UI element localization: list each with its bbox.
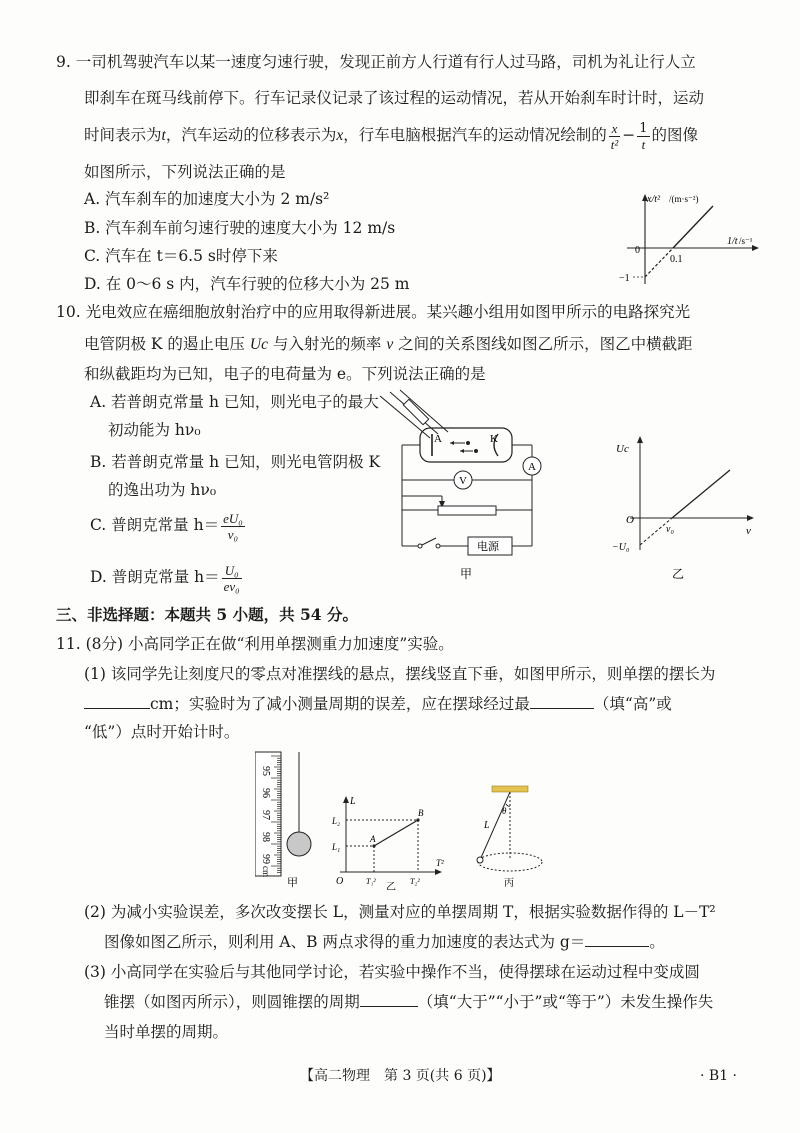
q10-line-2: 电管阴极 K 的遏止电压 Uc 与入射光的频率 ν 之间的关系图线如图乙所示，图乙中横截距 — [84, 335, 693, 353]
q11-part3-line-1: (3) 小高同学在实验后与其他同学讨论，若实验中操作不当，使得摆球在运动过程中变成圆 — [84, 963, 700, 981]
answer-blank-g — [585, 946, 649, 947]
voltmeter-label: V — [459, 475, 467, 487]
q10-line-3: 和纵截距均为已知，电子的电荷量为 e。下列说法正确的是 — [84, 365, 486, 383]
ruler-tick-99: 99 — [260, 854, 271, 864]
origin-o: O — [336, 876, 344, 887]
q10-option-a-2: 初动能为 hν₀ — [108, 421, 201, 439]
q11-ruler-figure — [255, 748, 315, 888]
q10-option-d: D. 普朗克常量 h＝ $\frac{\text{U₀}}{\text{eν₀}}$ — [90, 562, 240, 594]
xtick-nu0: ν₀ — [666, 524, 674, 535]
q11-part3-line-2: 锥摆（如图丙所示），则圆锥摆的周期 （填“大于”“小于”或“等于”）未发生操作失 — [104, 993, 714, 1011]
section-heading: 三、非选择题：本题共 5 小题，共 54 分。 — [56, 605, 358, 624]
l1-label: L₁ — [332, 842, 341, 852]
q9-frac-1-over-t: $\frac{1}{t}$ — [639, 120, 648, 152]
point-b: B — [418, 808, 424, 818]
ruler-tick-98: 98 — [260, 832, 271, 842]
length-label: L — [484, 820, 490, 831]
figure-yi-caption: 乙 — [672, 567, 685, 581]
figure-yi-caption-q11: 乙 — [386, 882, 396, 890]
figure-jia-caption: 甲 — [460, 567, 473, 581]
cathode-label: K — [490, 433, 498, 445]
q10-option-c: C. 普朗克常量 h＝ $\frac{\text{eU₀}}{\text{ν₀}}$ — [90, 510, 243, 542]
ruler-tick-97: 97 — [260, 810, 271, 820]
q10-option-b-1: B. 若普朗克常量 h 已知，则光电管阴极 K — [90, 453, 381, 471]
anode-label: A — [434, 433, 442, 445]
q9-graph-xlabel: 1/t — [727, 236, 738, 247]
q10-option-a-1: A. 若普朗克常量 h 已知，则光电子的最大 — [90, 393, 379, 411]
q9-graph-yintercept: −1 — [619, 273, 630, 284]
q9-option-d: D. 在 0～6 s 内，汽车行驶的位移大小为 25 m — [84, 275, 410, 293]
q11-line-1: 11. (8分) 小高同学正在做“利用单摆测重力加速度”实验。 — [56, 635, 454, 653]
q11-part3-line-3: 当时单摆的周期。 — [104, 1023, 229, 1041]
t2-label: T₂² — [410, 877, 420, 886]
ammeter-label: A — [528, 461, 536, 473]
t1-label: T₁² — [366, 877, 376, 886]
q9-line-1: 9. 一司机驾驶汽车以某一速度匀速行驶，发现正前方人行道有行人过马路，司机为礼让行人立 — [56, 53, 696, 71]
q9-graph-xunit: /s⁻¹ — [739, 236, 753, 246]
q10-line-1: 10. 光电效应在癌细胞放射治疗中的应用取得新进展。某兴趣小组用如图甲所示的电路探究光 — [56, 303, 691, 321]
q11-part2-line-1: (2) 为减小实验误差，多次改变摆长 L，测量对应的单摆周期 T，根据实验数据作得的 L－T² — [84, 903, 716, 921]
power-source-label: 电源 — [477, 540, 499, 553]
q9-graph-ylabel: x/t² — [647, 194, 660, 205]
answer-blank-compare — [360, 1006, 418, 1007]
q11-part1-line-1: (1) 该同学先让刻度尺的零点对准摆线的悬点，摆线竖直下垂，如图甲所示，则单摆的摆长为 — [84, 665, 716, 683]
q10-option-b-2: 的逸出功为 hν₀ — [108, 481, 217, 499]
q9-option-a: A. 汽车刹车的加速度大小为 2 m/s² — [84, 190, 330, 208]
footer-page-info: 【高二物理 第 3 页(共 6 页)】 — [300, 1068, 501, 1084]
xlabel-nu: ν — [746, 525, 751, 537]
q9-line-2: 即刹车在斑马线前停下。行车记录仪记录了该过程的运动情况，若从开始刹车时计时，运动 — [84, 89, 705, 107]
answer-blank-high-low — [530, 708, 594, 709]
figure-jia-caption-q11: 甲 — [287, 876, 298, 888]
q11-conical-pendulum — [462, 782, 552, 890]
q11-part1-line-2: cm；实验时为了减小测量周期的误差，应在摆球经过最 （填“高”或 — [84, 694, 672, 714]
q10-graph-uc-nu — [610, 432, 760, 582]
q10-circuit-figure — [372, 388, 552, 588]
q9-line-3: 时间表示为t，汽车运动的位移表示为x，行车电脑根据汽车的运动情况绘制的 $\frac{x}{\text{t²}}$ − $\frac{1}{t}$ 的图像 — [84, 120, 699, 152]
ruler-tick-95: 95 — [260, 766, 271, 776]
q9-option-b: B. 汽车刹车前匀速行驶的速度大小为 12 m/s — [84, 219, 396, 237]
ytick-neg-u0: −U₀ — [612, 542, 630, 553]
ruler-unit: cm — [261, 866, 271, 877]
pendulum-bob — [287, 832, 311, 856]
l2-label: L₂ — [332, 816, 341, 826]
q9-graph-yunit: /(m·s⁻²) — [669, 194, 699, 204]
answer-blank-length — [84, 708, 150, 709]
point-a: A — [370, 834, 376, 844]
footer-code: · B1 · — [700, 1068, 737, 1084]
ylabel-uc: Uc — [616, 443, 629, 455]
xlabel-t2: T² — [436, 858, 444, 868]
light-beam-arrows — [380, 390, 448, 438]
q9-frac-x-over-t2: $\frac{x}{\text{t²}}$ — [610, 120, 619, 152]
q11-graph-l-t2 — [330, 794, 450, 890]
ruler-tick-96: 96 — [260, 788, 271, 798]
q9-graph — [615, 186, 765, 296]
q9-graph-xtick: 0.1 — [670, 254, 683, 265]
q9-graph-origin: 0 — [635, 245, 640, 256]
q11-part2-line-2: 图像如图乙所示，则利用 A、B 两点求得的重力加速度的表达式为 g＝ 。 — [104, 933, 665, 951]
theta-label: θ — [502, 806, 507, 816]
origin-label: O — [626, 514, 634, 526]
q11-part1-line-3: “低”）点时开始计时。 — [84, 723, 240, 741]
q9-line-4: 如图所示，下列说法正确的是 — [84, 163, 286, 181]
ylabel-l: L — [350, 796, 356, 807]
figure-bing-caption: 丙 — [504, 878, 514, 889]
q9-option-c: C. 汽车在 t＝6.5 s时停下来 — [84, 247, 278, 265]
